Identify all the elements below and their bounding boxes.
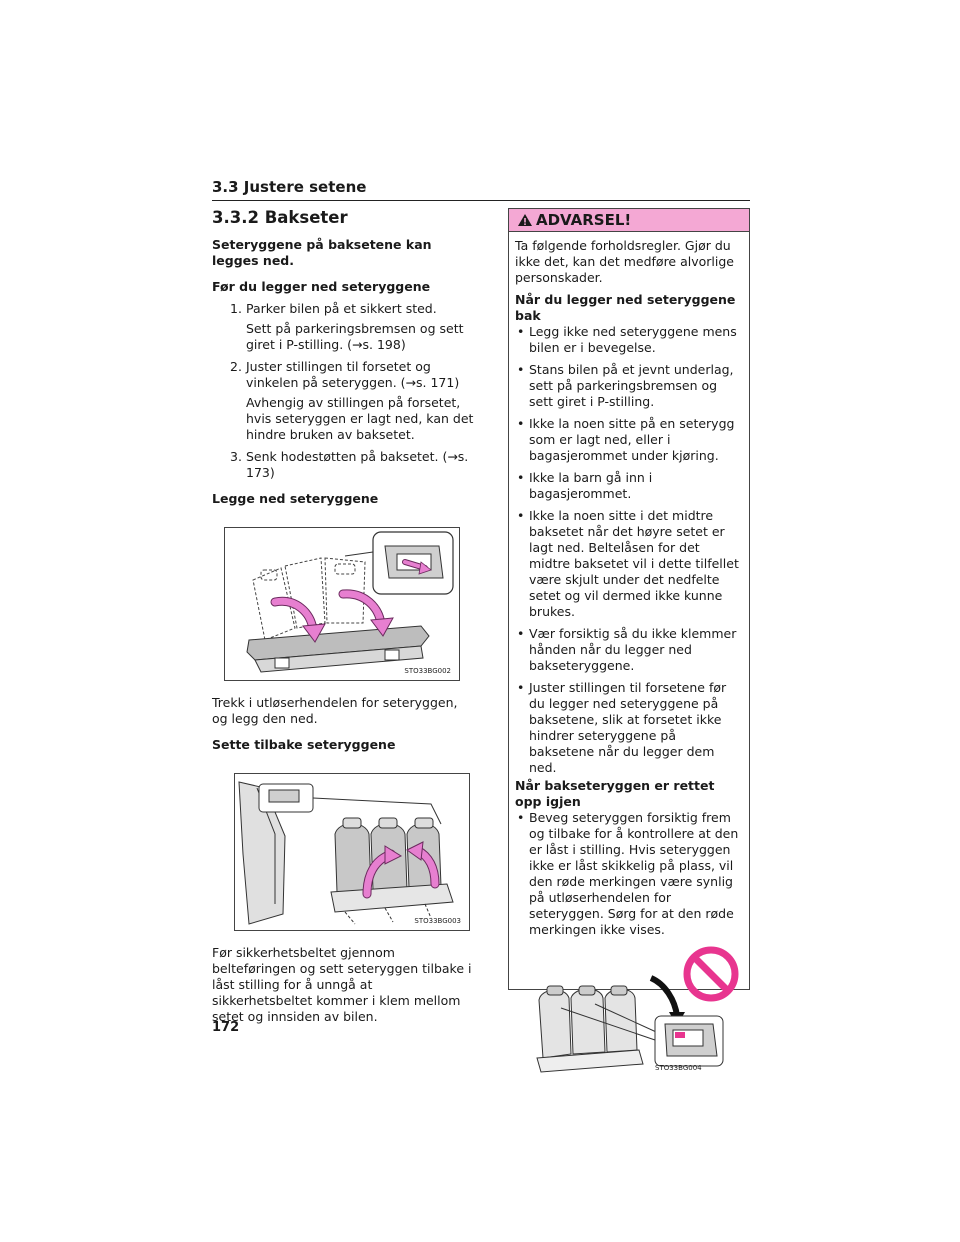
step-1 bbox=[230, 301, 476, 317]
figure-fold-seats bbox=[224, 527, 460, 681]
warning-sub-return: Når bakseteryggen er rettet opp igjen bbox=[515, 778, 715, 809]
subsection-title: 3.3.2 Bakseter bbox=[212, 208, 348, 227]
return-heading: Sette tilbake seteryggene bbox=[212, 737, 396, 752]
section-header: 3.3 Justere setene bbox=[212, 178, 750, 201]
warning-title: ADVARSEL! bbox=[536, 211, 632, 229]
warning-item-text: Ikke la barn gå inn i bagasjerommet. bbox=[529, 470, 653, 501]
step-number: 3. bbox=[230, 449, 242, 464]
red-marking-illustration bbox=[515, 944, 743, 1078]
warning-item-text: Ikke la noen sitte på en seterygg som er lagt ned, eller i bagasjerommet under kjøring. bbox=[529, 416, 735, 463]
figure-red-marking bbox=[515, 944, 743, 1078]
fold-heading: Legge ned seteryggene bbox=[212, 491, 379, 506]
warning-column bbox=[508, 208, 750, 1072]
warning-item: • Ikke la barn gå inn i bagasjerommet. bbox=[515, 470, 743, 502]
warning-box bbox=[508, 208, 750, 1072]
figure-code: STO33BG003 bbox=[414, 917, 461, 925]
step-number: 2. bbox=[230, 359, 242, 374]
warning-item-text: Ikke la noen sitte i det midtre baksetet når det høyre setet er lagt ned. Beltelåsen for det midtre baksetet vil i dette tilfellet være skjult under det nedfelte setet og vil dermed ikke kunne brukes. bbox=[529, 508, 739, 619]
step-2-note: Avhengig av stillingen på forsetet, hvis seteryggen er lagt ned, kan det hindre bruken av baksetet. bbox=[246, 395, 474, 442]
warning-icon bbox=[517, 213, 533, 227]
figure-code: STO33BG002 bbox=[404, 667, 451, 675]
warning-item: • Beveg seteryggen forsiktig frem og tilbake for å kontrollere at den er låst i stilling. Hvis seteryggen ikke er låst skikkelig på plass, vil den røde merkingen være synlig på utløserhendelen for seteryggen. Sørg for at den røde merkingen ikke vises. bbox=[515, 810, 743, 938]
warning-header bbox=[509, 209, 749, 232]
step-number: 1. bbox=[230, 301, 242, 316]
fold-instruction: Trekk i utløserhendelen for seteryggen, og legg den ned. bbox=[212, 695, 458, 726]
warning-body bbox=[509, 232, 749, 1078]
intro-text: Seteryggene på baksetene kan legges ned. bbox=[212, 237, 432, 268]
warning-item: • Juster stillingen til forsetene før du legger ned seteryggene på baksetene, slik at forsetet ikke hindrer seteryggene på baksetene når du legger dem ned. bbox=[515, 680, 743, 776]
step-2 bbox=[230, 359, 476, 391]
step-text: Parker bilen på et sikkert sted. bbox=[246, 301, 437, 316]
before-heading: Før du legger ned seteryggene bbox=[212, 279, 431, 294]
fold-seats-illustration bbox=[225, 528, 459, 680]
step-1-note: Sett på parkeringsbremsen og sett giret i P-stilling. (→s. 198) bbox=[246, 321, 464, 352]
warning-item: • Legg ikke ned seteryggene mens bilen er i bevegelse. bbox=[515, 324, 743, 356]
step-text: Juster stillingen til forsetet og vinkelen på seteryggen. (→s. 171) bbox=[246, 359, 460, 390]
warning-item: • Ikke la noen sitte i det midtre baksetet når det høyre setet er lagt ned. Beltelåsen for det midtre baksetet vil i dette tilfellet være skjult under det nedfelte setet og vil dermed ikke kunne brukes. bbox=[515, 508, 743, 620]
warning-item-text: Vær forsiktig så du ikke klemmer hånden når du legger ned bakseteryggene. bbox=[529, 626, 737, 673]
warning-intro: Ta følgende forholdsregler. Gjør du ikke det, kan det medføre alvorlige personskader. bbox=[515, 238, 734, 285]
figure-return-seats bbox=[234, 773, 470, 931]
step-text: Senk hodestøtten på baksetet. (→s. 173) bbox=[246, 449, 469, 480]
warning-item-text: Beveg seteryggen forsiktig frem og tilbake for å kontrollere at den er låst i stilling. Hvis seteryggen ikke er låst skikkelig på plass, vil den røde merkingen være synlig på utløserhendelen for seteryggen. Sørg for at den røde merkingen ikke vises. bbox=[529, 810, 739, 937]
warning-item-text: Juster stillingen til forsetene før du legger ned seteryggene på baksetene, slik at forsetet ikke hindrer seteryggene på baksetene når du legger dem ned. bbox=[529, 680, 727, 775]
warning-item: • Ikke la noen sitte på en seterygg som er lagt ned, eller i bagasjerommet under kjøring. bbox=[515, 416, 743, 464]
warning-item-text: Legg ikke ned seteryggene mens bilen er i bevegelse. bbox=[529, 324, 737, 355]
figure-code: STO33BG004 bbox=[655, 1064, 702, 1072]
step-3 bbox=[230, 449, 476, 481]
warning-item-text: Stans bilen på et jevnt underlag, sett på parkeringsbremsen og sett giret i P-stilling. bbox=[529, 362, 734, 409]
page-number: 172 bbox=[212, 1020, 240, 1035]
left-column bbox=[212, 208, 476, 1025]
warning-item: • Stans bilen på et jevnt underlag, sett på parkeringsbremsen og sett giret i P-stilling. bbox=[515, 362, 743, 410]
return-instruction: Før sikkerhetsbeltet gjennom belteføringen og sett seteryggen tilbake i låst stilling for å unngå at sikkerhetsbeltet kommer i klem mellom setet og innsiden av bilen. bbox=[212, 945, 472, 1024]
warning-item: • Vær forsiktig så du ikke klemmer hånden når du legger ned bakseteryggene. bbox=[515, 626, 743, 674]
warning-sub-fold: Når du legger ned seteryggene bak bbox=[515, 292, 736, 323]
return-seats-illustration bbox=[235, 774, 469, 930]
